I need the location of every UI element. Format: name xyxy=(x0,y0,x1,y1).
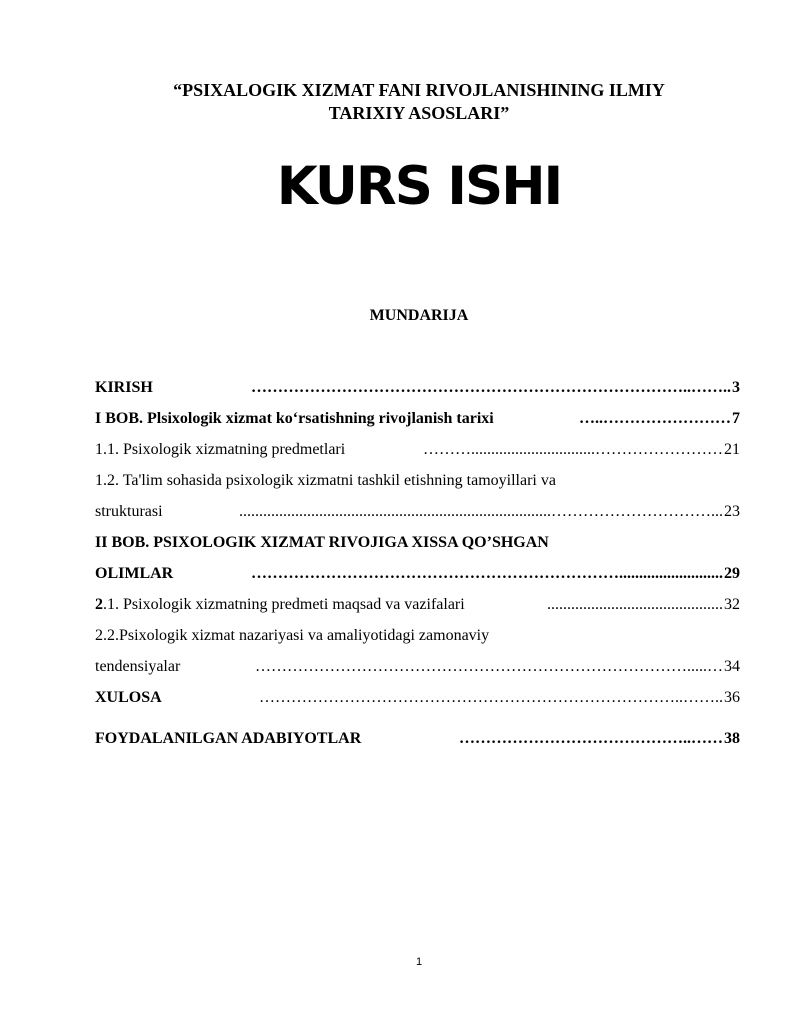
toc-entry-conclusion xyxy=(95,682,740,713)
toc-entry-introduction xyxy=(95,372,740,403)
toc-entry-section-2-2 xyxy=(95,620,740,682)
toc-dot-leader: ……………………………………………………………………..…….. xyxy=(259,689,723,706)
toc-dot-leader: ……………………………………..…… xyxy=(459,730,723,747)
toc-dot-leader: ……………………………………………………………………….....… xyxy=(255,658,723,675)
toc-entry-title-line-1: 1.2. Ta'lim sohasida psixologik xizmatni tashkil etishning tamoyillari va xyxy=(95,472,556,489)
topic-line-1: “PSIXALOGIK XIZMAT FANI RIVOJLANISHINING ILMIY xyxy=(173,80,665,100)
toc-entry-section-1-2 xyxy=(95,465,740,527)
topic-line-2: TARIXIY ASOSLARI” xyxy=(328,103,510,123)
toc-entry-chapter-1 xyxy=(95,403,740,434)
toc-page-number: 7 xyxy=(732,410,740,427)
toc-page-number: 34 xyxy=(724,658,740,675)
toc-entry-title: FOYDALANILGAN ADABIYOTLAR xyxy=(95,730,362,747)
document-kind-title: KURS ISHI xyxy=(276,156,562,217)
toc-dot-leader: ………………………………………………………………………..…….. xyxy=(251,379,731,396)
toc-entry-title-line-1: II BOB. PSIXOLOGIK XIZMAT RIVOJIGA XISSA QO’SHGAN xyxy=(95,534,549,551)
toc-entry-number-prefix: 2 xyxy=(95,596,103,613)
toc-entry-title: 1.1. Psixologik xizmatning predmetlari xyxy=(95,441,346,458)
toc-entry-title: KIRISH xyxy=(95,379,153,396)
toc-page-number: 36 xyxy=(724,689,740,706)
toc-entry-section-1-1 xyxy=(95,434,740,465)
toc-entry-title: I BOB. Plsixologik xizmat ko‘rsatishning rivojlanish tarixi xyxy=(95,410,494,427)
toc-dot-leader: ………...............................…………………… xyxy=(423,441,723,458)
toc-entry-section-2-1 xyxy=(95,589,740,620)
toc-entry-title: XULOSA xyxy=(95,689,162,706)
toc-dot-leader: ..............................................................................…………………………... xyxy=(239,503,723,520)
toc-page-number: 38 xyxy=(724,730,740,747)
course-work-topic xyxy=(100,79,738,125)
toc-entry-title xyxy=(95,589,465,620)
toc-dot-leader: …..…………………… xyxy=(579,410,731,427)
toc-entry-title-rest: .1. Psixologik xizmatning predmeti maqsad va vazifalari xyxy=(103,596,465,613)
toc-entry-references xyxy=(95,723,740,754)
toc-entry-title-line-2: OLIMLAR xyxy=(95,565,174,582)
toc-page-number: 21 xyxy=(724,441,740,458)
toc-entry-chapter-2 xyxy=(95,527,740,589)
toc-page-number: 29 xyxy=(724,565,740,582)
toc-entry-title-line-1: 2.2.Psixologik xizmat nazariyasi va amaliyotidagi zamonaviy xyxy=(95,627,490,644)
toc-page-number: 23 xyxy=(724,503,740,520)
table-of-contents-heading: MUNDARIJA xyxy=(369,307,469,324)
toc-entry-title-line-2: tendensiyalar xyxy=(95,658,181,675)
toc-page-number: 32 xyxy=(724,596,740,613)
toc-page-number: 3 xyxy=(732,379,740,396)
toc-dot-leader: ............................................ xyxy=(547,596,723,613)
page-number: 1 xyxy=(415,956,423,968)
toc-entry-title-line-2: strukturasi xyxy=(95,503,163,520)
table-of-contents xyxy=(95,372,740,754)
toc-dot-leader: …………………………………………………………….......................... xyxy=(251,565,723,582)
